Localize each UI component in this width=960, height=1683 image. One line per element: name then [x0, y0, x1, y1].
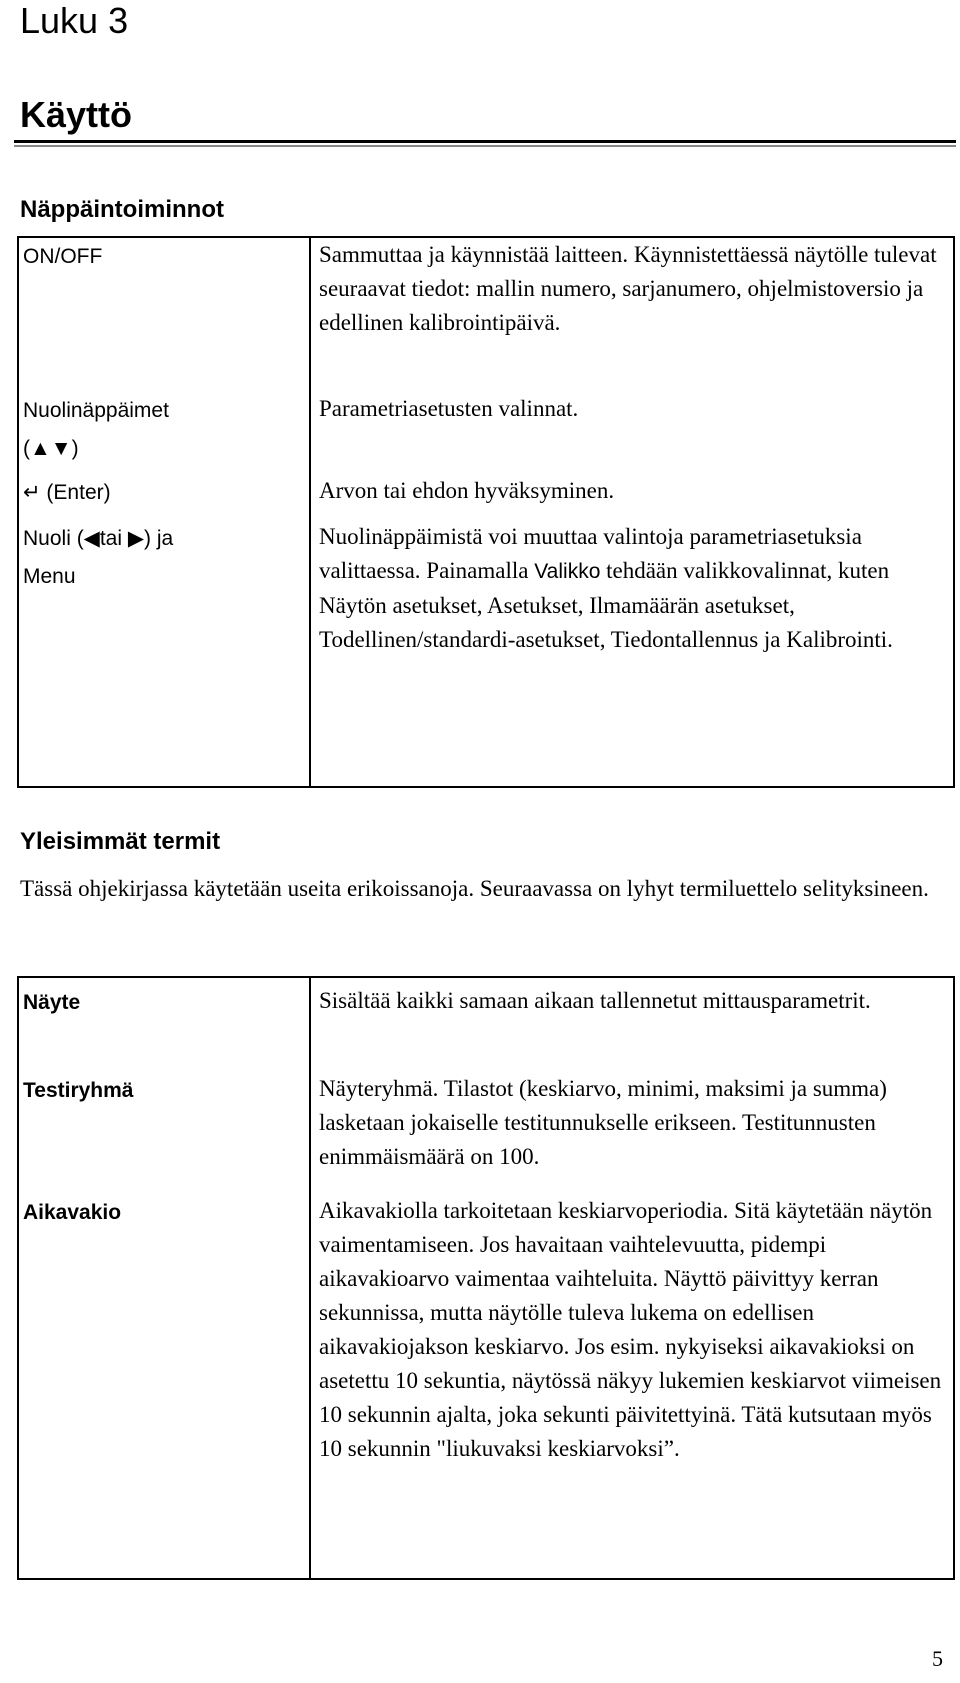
key-name: ↵ (Enter)	[23, 481, 111, 504]
keys-table	[17, 236, 955, 788]
term-description: Aikavakiolla tarkoitetaan keskiarvoperiodia. Sitä käytetään näytön vaimentamiseen. Jos havaitaan vaihtelevuutta, pidempi aikavakioarvo vaimentaa vaihteluita. Näyttö päivittyy kerran sekunnissa, mutta näytölle tuleva lukema on edellisen aikavakiojakson keskiarvo. Jos esim. nykyiseksi aikavakioksi on asetettu 10 sekuntia, näytössä näkyy lukemien keskiarvot viimeisen 10 sekunnin ajalta, joka sekunti päivitettyinä. Tätä kutsutaan myös 10 sekunnin "liukuvaksi keskiarvoksi”.	[319, 1198, 942, 1461]
table-divider	[309, 238, 311, 786]
menu-key-label: Valikko	[534, 560, 601, 583]
key-description-text: Nuolinäppäimistä voi muuttaa valintoja parametriasetuksia valittaessa. Painamalla	[319, 524, 862, 583]
section-heading-terms: Yleisimmät termit	[20, 828, 221, 855]
key-description	[319, 520, 949, 657]
key-name: ON/OFF	[23, 245, 103, 268]
term-description: Sisältää kaikki samaan aikaan tallennetut mittausparametrit.	[319, 988, 871, 1013]
key-description: Arvon tai ehdon hyväksyminen.	[319, 478, 615, 503]
terms-table	[17, 976, 955, 1580]
key-name	[23, 392, 293, 468]
key-name-line: Menu	[23, 565, 76, 588]
section-heading-keys: Näppäintoiminnot	[20, 196, 224, 223]
page-title: Käyttö	[20, 94, 133, 135]
key-description-text: tehdään valikkovalinnat, kuten Näytön asetukset, Asetukset, Ilmamäärän asetukset, Todellinen/standardi-asetukset, Tiedontallennus ja Kalibrointi.	[319, 558, 893, 652]
table-divider	[309, 978, 311, 1578]
key-description: Sammuttaa ja käynnistää laitteen. Käynnistettäessä näytölle tulevat seuraavat tiedot: mallin numero, sarjanumero, ohjelmistoversio ja edellinen kalibrointipäivä.	[319, 242, 937, 335]
key-description: Parametriasetusten valinnat.	[319, 396, 579, 421]
title-divider	[14, 140, 956, 147]
term-name: Testiryhmä	[23, 1079, 134, 1102]
key-name	[23, 520, 293, 596]
page-number: 5	[932, 1646, 943, 1671]
term-name: Aikavakio	[23, 1201, 122, 1224]
key-name-line: (▲▼)	[23, 437, 79, 460]
term-description: Näyteryhmä. Tilastot (keskiarvo, minimi, maksimi ja summa) lasketaan jokaiselle testitunnukselle erikseen. Testitunnusten enimmäismäärä on 100.	[319, 1076, 887, 1169]
terms-intro: Tässä ohjekirjassa käytetään useita erikoissanoja. Seuraavassa on lyhyt termiluettelo selityksineen.	[20, 876, 929, 901]
key-name-line: Nuoli (◀tai ▶) ja	[23, 527, 174, 550]
term-name: Näyte	[23, 991, 81, 1014]
chapter-label: Luku 3	[20, 0, 129, 41]
key-name-line: Nuolinäppäimet	[23, 399, 169, 422]
